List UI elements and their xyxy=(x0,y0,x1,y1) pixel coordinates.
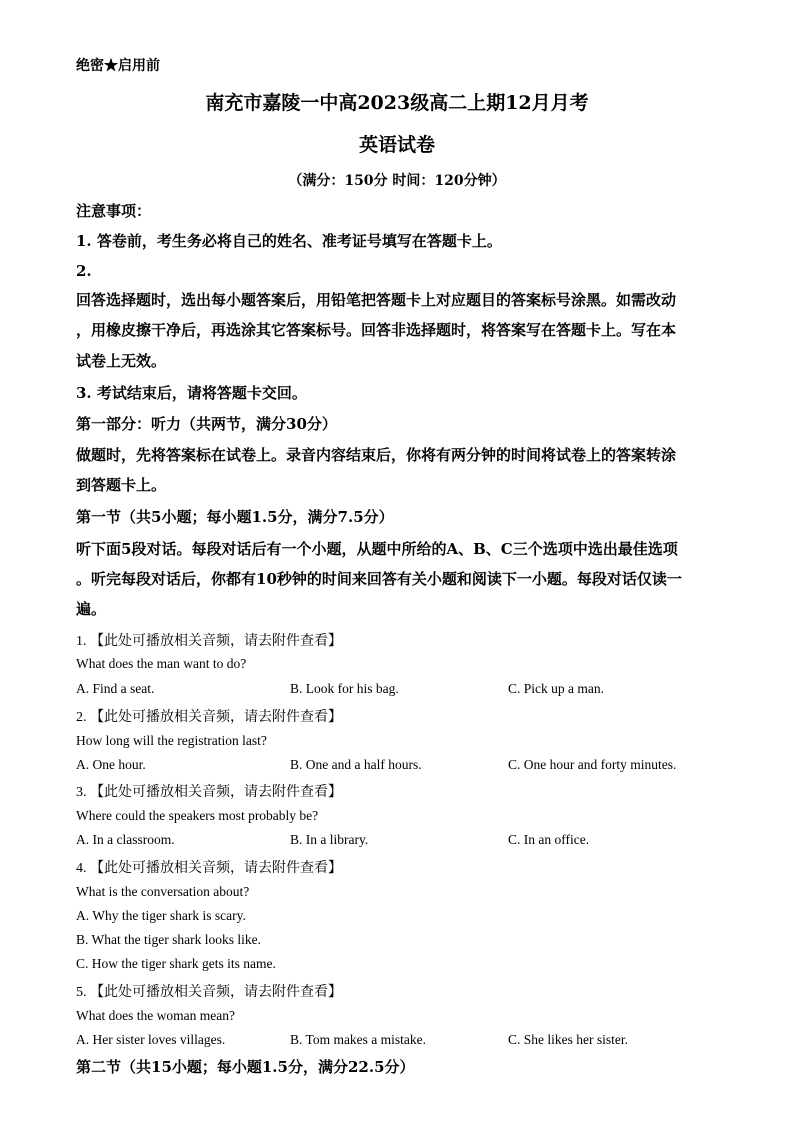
q3-option-c: C. In an office. xyxy=(508,832,590,847)
section2-heading: 第二节（共15小题；每小题1.5分，满分22.5分） xyxy=(76,1058,415,1076)
notes-item-2-line-3: 试卷上无效。 xyxy=(76,352,167,370)
section1-heading: 第一节（共5小题；每小题1.5分，满分7.5分） xyxy=(76,508,394,526)
notes-item-2-number: 2. xyxy=(76,262,92,280)
section1-instruction-line-2: 。听完每段对话后，你都有10秒钟的时间来回答有关小题和阅读下一小题。每段对话仅读一 xyxy=(76,570,682,588)
section1-instruction-line-1: 听下面5段对话。每段对话后有一个小题，从题中所给的A、B、C三个选项中选出最佳选项 xyxy=(76,540,678,558)
q4-audio-placeholder: 4. 【此处可播放相关音频，请去附件查看】 xyxy=(76,861,342,876)
part1-instruction-line-2: 到答题卡上。 xyxy=(76,476,167,494)
confidential-mark: 绝密★启用前 xyxy=(76,58,160,74)
q4-option-c: C. How the tiger shark gets its name. xyxy=(76,956,276,971)
score-time-info: （满分：150分 时间：120分钟） xyxy=(288,173,506,189)
subject-title: 英语试卷 xyxy=(358,134,435,156)
q4-stem: What is the conversation about? xyxy=(76,884,250,899)
q5-option-a: A. Her sister loves villages. xyxy=(76,1032,226,1047)
q5-option-c: C. She likes her sister. xyxy=(508,1032,628,1047)
q5-option-b: B. Tom makes a mistake. xyxy=(290,1032,427,1047)
notes-item-2-line-1: 回答选择题时，选出每小题答案后，用铅笔把答题卡上对应题目的答案标号涂黑。如需改动 xyxy=(76,291,677,309)
notes-item-1: 1. 答卷前，考生务必将自己的姓名、准考证号填写在答题卡上。 xyxy=(76,232,502,250)
q1-option-b: B. Look for his bag. xyxy=(290,681,399,696)
q3-option-a: A. In a classroom. xyxy=(76,832,175,847)
q1-audio-placeholder: 1. 【此处可播放相关音频，请去附件查看】 xyxy=(76,634,342,649)
section1-instruction-line-3: 遍。 xyxy=(76,600,107,618)
notes-item-3: 3. 考试结束后，请将答题卡交回。 xyxy=(76,384,307,402)
q1-option-a: A. Find a seat. xyxy=(76,681,155,696)
q2-option-a: A. One hour. xyxy=(76,757,146,772)
notes-item-2-line-2: ，用橡皮擦干净后，再选涂其它答案标号。回答非选择题时，将答案写在答题卡上。写在本 xyxy=(76,321,677,339)
q5-audio-placeholder: 5. 【此处可播放相关音频，请去附件查看】 xyxy=(76,985,342,1000)
q2-option-b: B. One and a half hours. xyxy=(290,757,422,772)
q2-option-c: C. One hour and forty minutes. xyxy=(508,757,677,772)
q2-stem: How long will the registration last? xyxy=(76,733,267,748)
q1-option-c: C. Pick up a man. xyxy=(508,681,604,696)
part1-heading: 第一部分：听力（共两节，满分30分） xyxy=(76,415,337,433)
part1-instruction-line-1: 做题时，先将答案标在试卷上。录音内容结束后，你将有两分钟的时间将试卷上的答案转涂 xyxy=(76,446,677,464)
q4-option-a: A. Why the tiger shark is scary. xyxy=(76,908,246,923)
q3-option-b: B. In a library. xyxy=(290,832,369,847)
q4-option-b: B. What the tiger shark looks like. xyxy=(76,932,261,947)
q3-stem: Where could the speakers most probably be? xyxy=(76,808,319,823)
q3-audio-placeholder: 3. 【此处可播放相关音频，请去附件查看】 xyxy=(76,785,342,800)
notes-heading: 注意事项： xyxy=(76,202,152,220)
exam-title: 南充市嘉陵一中高2023级高二上期12月月考 xyxy=(205,92,589,114)
q1-stem: What does the man want to do? xyxy=(76,656,247,671)
q5-stem: What does the woman mean? xyxy=(76,1008,235,1023)
q2-audio-placeholder: 2. 【此处可播放相关音频，请去附件查看】 xyxy=(76,710,342,725)
